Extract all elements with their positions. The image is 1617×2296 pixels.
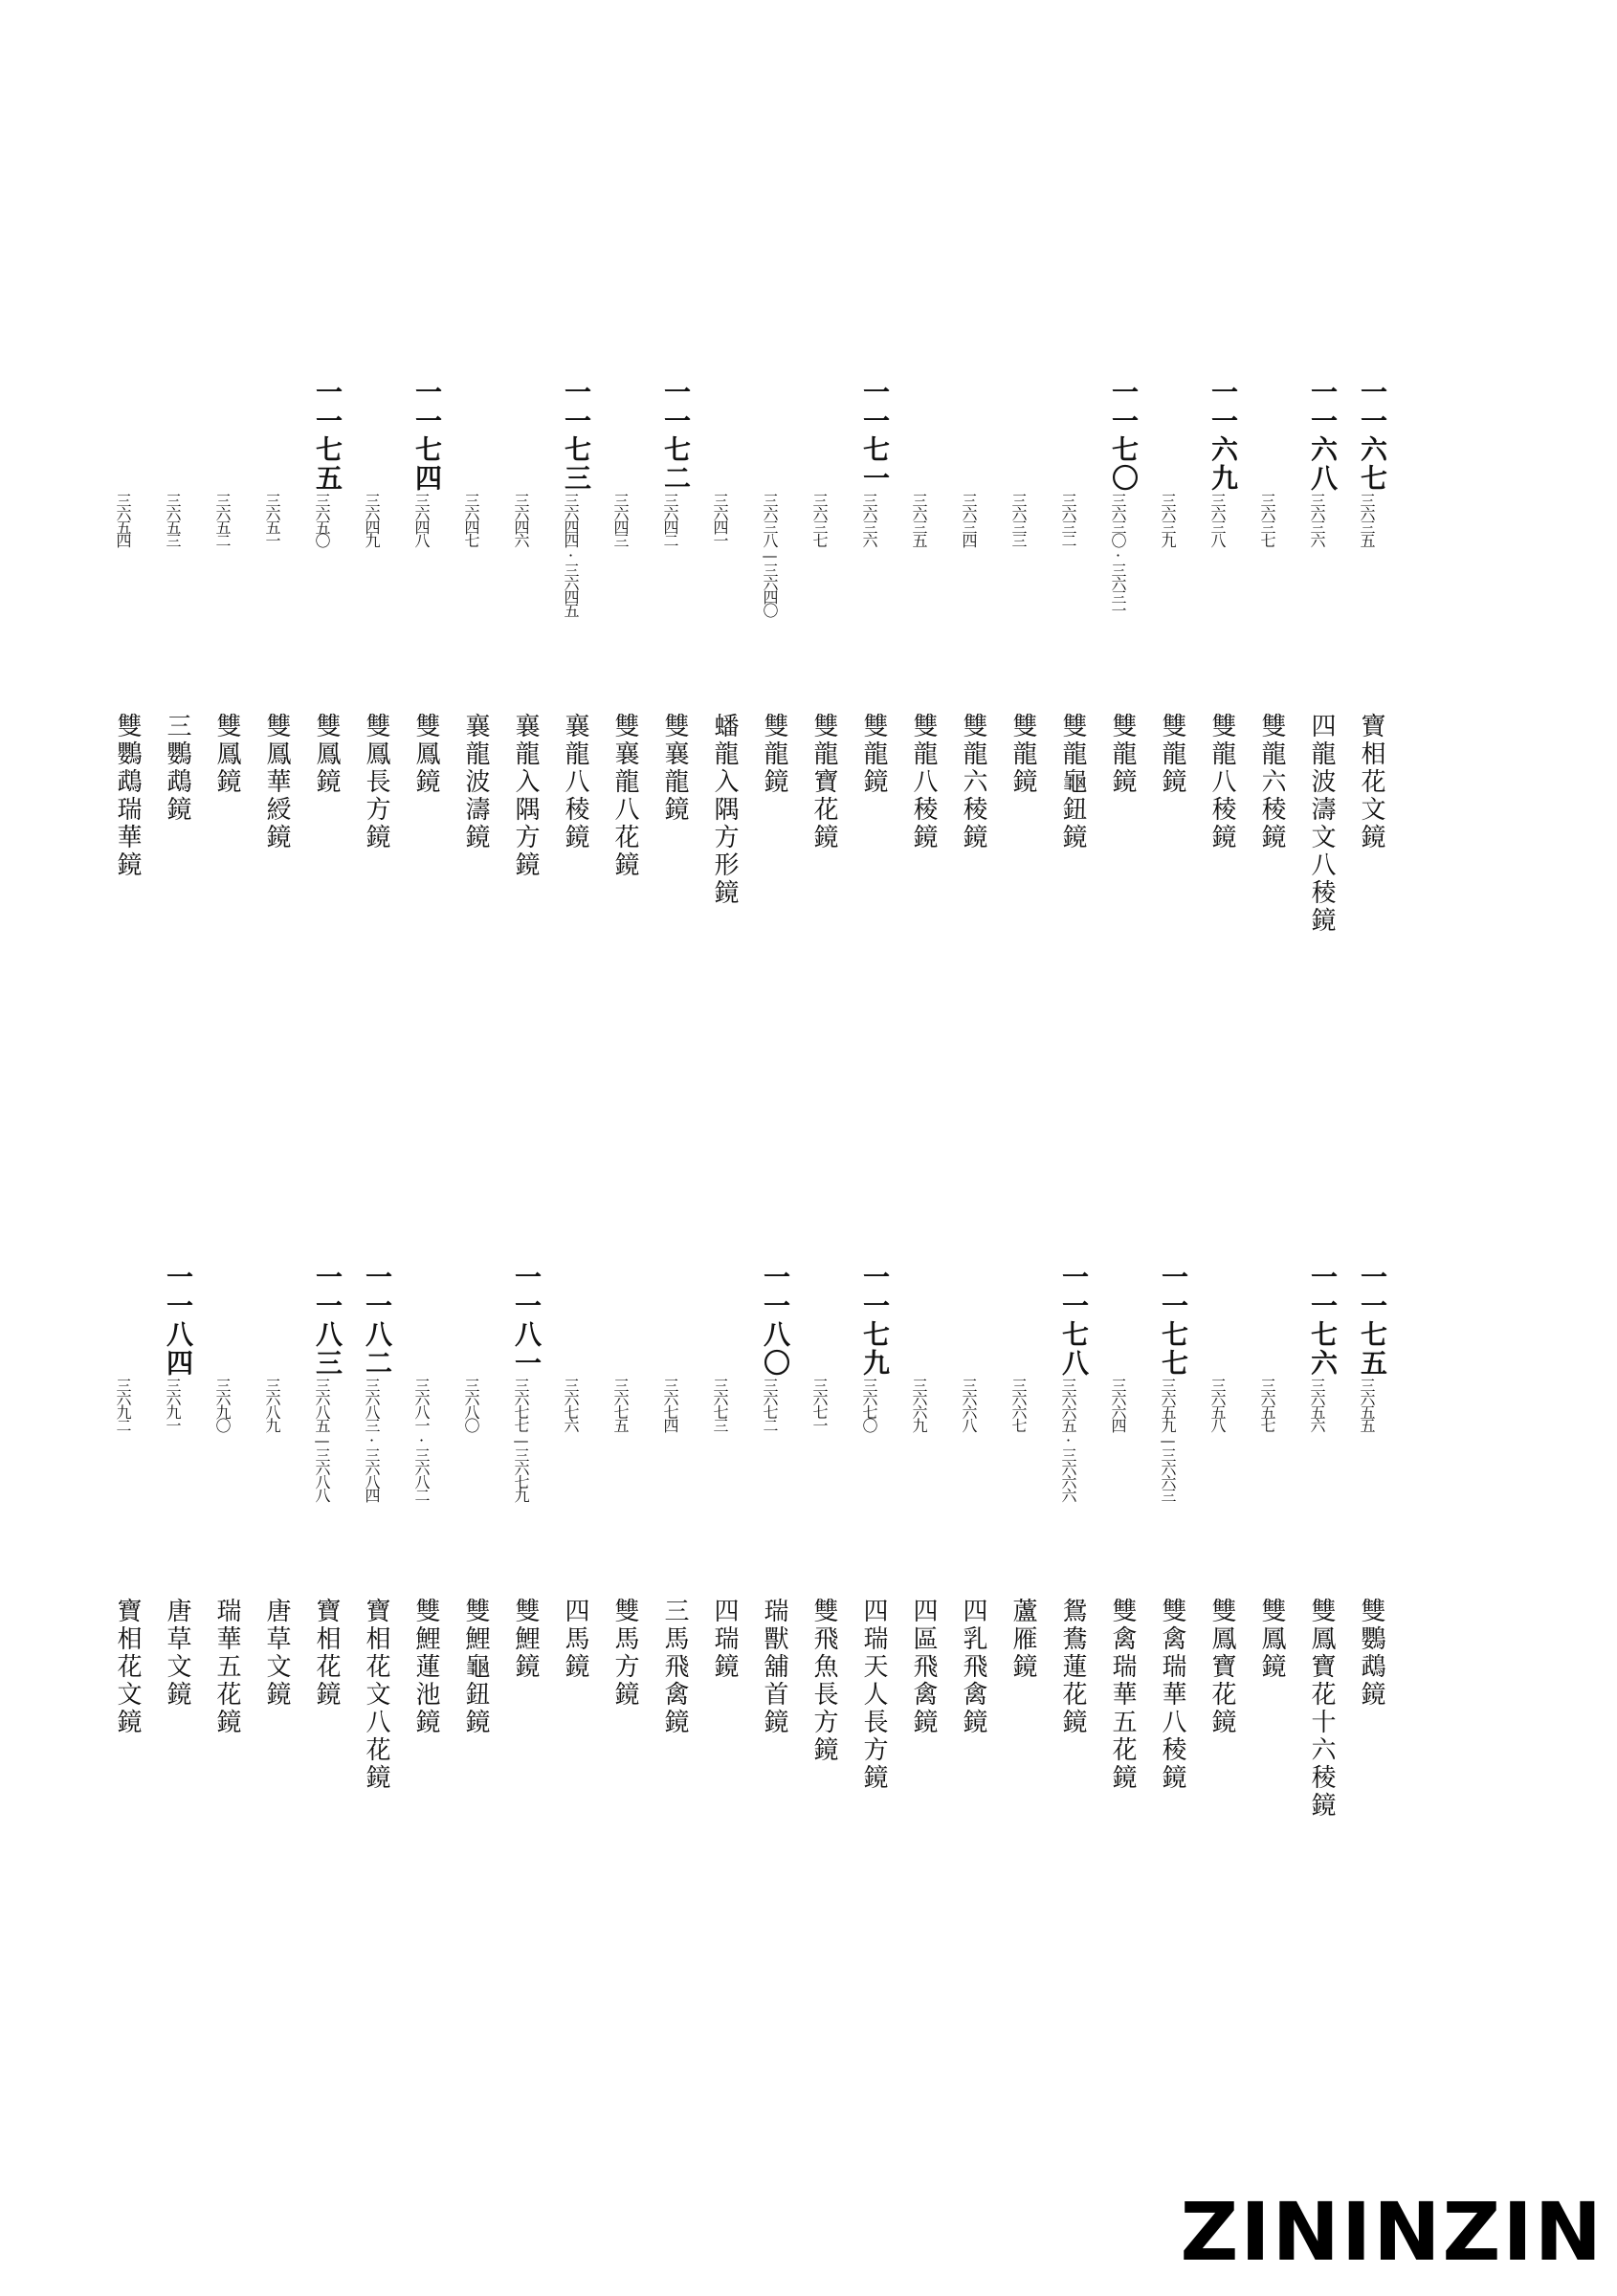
plate-number: 三六九一 bbox=[164, 1378, 182, 1431]
plate-number: 三六三八 bbox=[1208, 493, 1227, 546]
mirror-name: 雙龍六稜鏡 bbox=[1257, 713, 1286, 851]
plate-number: 三六八〇 bbox=[462, 1378, 480, 1431]
mirror-name: 襄龍波濤鏡 bbox=[461, 713, 490, 851]
mirror-name: 四瑞鏡 bbox=[710, 1598, 739, 1681]
entry-number: 一一七四 bbox=[411, 378, 443, 493]
plate-number: 三六九〇 bbox=[213, 1378, 232, 1431]
mirror-name: 雙鳳鏡 bbox=[212, 713, 241, 796]
mirror-name: 雙龍寶花鏡 bbox=[809, 713, 838, 851]
plate-number: 三六五五 bbox=[1358, 1378, 1376, 1431]
plate-number: 三六七〇 bbox=[860, 1378, 878, 1431]
entry-number: 一一八二 bbox=[362, 1263, 393, 1378]
plate-number: 三六四四·三六四五 bbox=[562, 493, 580, 616]
plate-number: 三六九二 bbox=[114, 1378, 132, 1431]
mirror-name: 瑞華五花鏡 bbox=[212, 1598, 241, 1736]
plate-number: 三六三〇·三六三一 bbox=[1109, 493, 1127, 616]
plate-number: 三六七七—三六七九 bbox=[512, 1378, 530, 1501]
mirror-name: 雙襄龍鏡 bbox=[660, 713, 689, 824]
top-index-block bbox=[0, 378, 1617, 1105]
mirror-name: 襄龍八稜鏡 bbox=[561, 713, 589, 851]
entry-number: 一一八一 bbox=[511, 1263, 543, 1378]
mirror-name: 雙鸚鵡鏡 bbox=[1357, 1598, 1385, 1709]
entry-number: 一一七五 bbox=[312, 378, 343, 493]
entry-number: 一一七三 bbox=[561, 378, 592, 493]
plate-number: 三六三五 bbox=[910, 493, 928, 546]
mirror-name: 四區飛禽鏡 bbox=[909, 1598, 938, 1736]
mirror-name: 雙龍鏡 bbox=[1008, 713, 1037, 796]
plate-number: 三六六八 bbox=[960, 1378, 978, 1431]
entry-number: 一一七九 bbox=[859, 1263, 891, 1378]
mirror-name: 蘆雁鏡 bbox=[1008, 1598, 1037, 1681]
entry-number: 一一六九 bbox=[1207, 378, 1239, 493]
mirror-name: 雙鳳寶花鏡 bbox=[1207, 1598, 1236, 1736]
plate-number: 三六四二 bbox=[661, 493, 679, 546]
plate-number: 三六六七 bbox=[1009, 1378, 1028, 1431]
mirror-name: 雙襄龍八花鏡 bbox=[610, 713, 639, 879]
entry-number: 一一七五 bbox=[1357, 1263, 1388, 1378]
mirror-name: 雙龍八稜鏡 bbox=[1207, 713, 1236, 851]
entry-number: 一一八〇 bbox=[760, 1263, 791, 1378]
plate-number: 三六八一·三六八二 bbox=[412, 1378, 431, 1501]
plate-number: 三六七一 bbox=[810, 1378, 829, 1431]
mirror-name: 雙龍八稜鏡 bbox=[909, 713, 938, 851]
plate-number: 三六七三 bbox=[711, 1378, 729, 1431]
plate-number: 三六三六 bbox=[1308, 493, 1326, 546]
mirror-name: 三馬飛禽鏡 bbox=[660, 1598, 689, 1736]
entry-number: 一一六七 bbox=[1357, 378, 1388, 493]
mirror-name: 雙鳳寶花十六稜鏡 bbox=[1307, 1598, 1336, 1820]
mirror-name: 四龍波濤文八稜鏡 bbox=[1307, 713, 1336, 935]
mirror-name: 寶相花鏡 bbox=[312, 1598, 341, 1709]
mirror-name: 雙龍鏡 bbox=[760, 713, 788, 796]
entry-number: 一一七一 bbox=[859, 378, 891, 493]
mirror-name: 襄龍入隅方鏡 bbox=[511, 713, 540, 879]
mirror-name: 雙龍鏡 bbox=[1158, 713, 1186, 796]
plate-number: 三六四一 bbox=[711, 493, 729, 546]
plate-number: 三六三九 bbox=[1159, 493, 1177, 546]
mirror-name: 雙龍六稜鏡 bbox=[959, 713, 987, 851]
plate-number: 三六四六 bbox=[512, 493, 530, 546]
plate-number: 三六七四 bbox=[661, 1378, 679, 1431]
plate-number: 三六六九 bbox=[910, 1378, 928, 1431]
mirror-name: 雙鳳鏡 bbox=[411, 713, 440, 796]
plate-number: 三六五七 bbox=[1258, 1378, 1276, 1431]
mirror-name: 雙鯉鏡 bbox=[511, 1598, 540, 1681]
plate-number: 三六四九 bbox=[363, 493, 381, 546]
mirror-name: 唐草文鏡 bbox=[163, 1598, 191, 1709]
plate-number: 三六四三 bbox=[611, 493, 630, 546]
plate-number: 三六四八 bbox=[412, 493, 431, 546]
mirror-name: 四乳飛禽鏡 bbox=[959, 1598, 987, 1736]
mirror-name: 雙龍鏡 bbox=[859, 713, 888, 796]
plate-number: 三六三七 bbox=[810, 493, 829, 546]
entry-number: 一一七七 bbox=[1158, 1263, 1189, 1378]
mirror-name: 雙鯉龜鈕鏡 bbox=[461, 1598, 490, 1736]
mirror-name: 四馬鏡 bbox=[561, 1598, 589, 1681]
entry-number: 一一七八 bbox=[1058, 1263, 1090, 1378]
mirror-name: 雙禽瑞華八稜鏡 bbox=[1158, 1598, 1186, 1792]
entry-number: 一一七六 bbox=[1307, 1263, 1339, 1378]
mirror-name: 鴛鴦蓮花鏡 bbox=[1058, 1598, 1087, 1736]
mirror-name: 寶相花文八花鏡 bbox=[362, 1598, 390, 1792]
mirror-name: 三鸚鵡鏡 bbox=[163, 713, 191, 824]
mirror-name: 唐草文鏡 bbox=[262, 1598, 291, 1709]
plate-number: 三六六五·三六六六 bbox=[1059, 1378, 1077, 1501]
plate-number: 三六六四 bbox=[1109, 1378, 1127, 1431]
plate-number: 三六五六 bbox=[1308, 1378, 1326, 1431]
plate-number: 三六五四 bbox=[114, 493, 132, 546]
plate-number: 三六八九 bbox=[263, 1378, 281, 1431]
plate-number: 三六三七 bbox=[1258, 493, 1276, 546]
plate-number: 三六三四 bbox=[960, 493, 978, 546]
mirror-name: 蟠龍入隅方形鏡 bbox=[710, 713, 739, 907]
plate-number: 三六五一 bbox=[263, 493, 281, 546]
mirror-name: 雙禽瑞華五花鏡 bbox=[1108, 1598, 1137, 1792]
mirror-name: 雙鯉蓮池鏡 bbox=[411, 1598, 440, 1736]
plate-number: 三六三六 bbox=[860, 493, 878, 546]
bottom-index-block bbox=[0, 1263, 1617, 1856]
plate-number: 三六三八—三六四〇 bbox=[761, 493, 779, 616]
plate-number: 三六七六 bbox=[562, 1378, 580, 1431]
entry-number: 一一七二 bbox=[660, 378, 692, 493]
mirror-name: 雙龍鏡 bbox=[1108, 713, 1137, 796]
plate-number: 三六七二 bbox=[761, 1378, 779, 1431]
mirror-name: 雙鳳鏡 bbox=[312, 713, 341, 796]
mirror-name: 寶相花文鏡 bbox=[113, 1598, 142, 1736]
entry-number: 一一八四 bbox=[163, 1263, 194, 1378]
mirror-name: 雙鳳長方鏡 bbox=[362, 713, 390, 851]
plate-number: 三六五二 bbox=[213, 493, 232, 546]
plate-number: 三六七五 bbox=[611, 1378, 630, 1431]
plate-number: 三六八五—三六八八 bbox=[313, 1378, 331, 1501]
mirror-name: 雙飛魚長方鏡 bbox=[809, 1598, 838, 1764]
entry-number: 一一六八 bbox=[1307, 378, 1339, 493]
mirror-name: 雙龍龜鈕鏡 bbox=[1058, 713, 1087, 851]
plate-number: 三六三三 bbox=[1009, 493, 1028, 546]
plate-number: 三六五九—三六六三 bbox=[1159, 1378, 1177, 1501]
plate-number: 三六五三 bbox=[164, 493, 182, 546]
mirror-name: 雙鸚鵡瑞華鏡 bbox=[113, 713, 142, 879]
entry-number: 一一七〇 bbox=[1108, 378, 1140, 493]
mirror-name: 雙鳳華綬鏡 bbox=[262, 713, 291, 851]
mirror-name: 寶相花文鏡 bbox=[1357, 713, 1385, 851]
plate-number: 三六三五 bbox=[1358, 493, 1376, 546]
plate-number: 三六八三·三六八四 bbox=[363, 1378, 381, 1501]
entry-number: 一一八三 bbox=[312, 1263, 343, 1378]
mirror-name: 瑞獸舖首鏡 bbox=[760, 1598, 788, 1736]
plate-number: 三六五八 bbox=[1208, 1378, 1227, 1431]
mirror-name: 雙鳳鏡 bbox=[1257, 1598, 1286, 1681]
zininzin-watermark: ZININZIN bbox=[1180, 2185, 1604, 2279]
plate-number: 三六三二 bbox=[1059, 493, 1077, 546]
plate-number: 三六五〇 bbox=[313, 493, 331, 546]
plate-number: 三六四七 bbox=[462, 493, 480, 546]
mirror-name: 四瑞天人長方鏡 bbox=[859, 1598, 888, 1792]
mirror-name: 雙馬方鏡 bbox=[610, 1598, 639, 1709]
